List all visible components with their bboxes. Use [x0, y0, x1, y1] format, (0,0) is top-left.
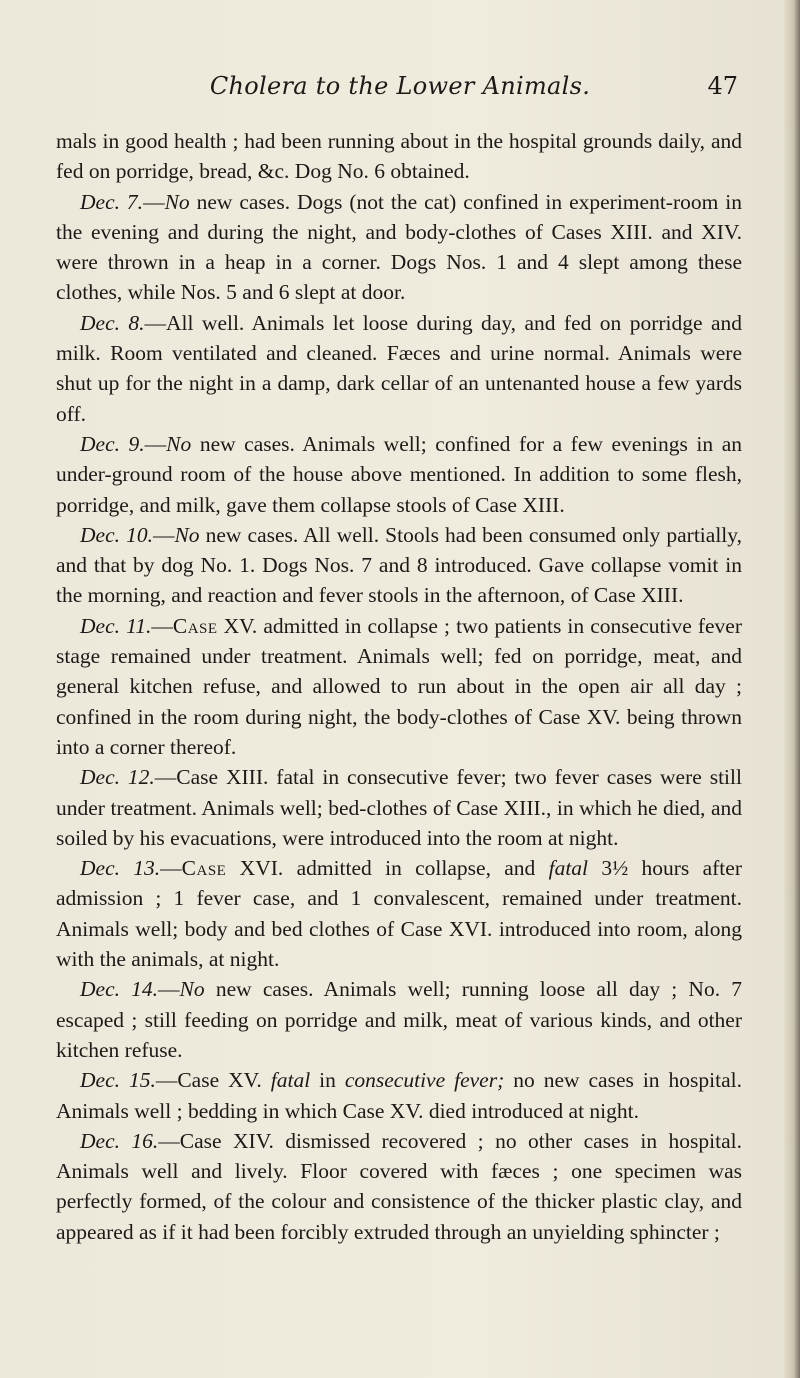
- entry-date: Dec. 7.: [80, 189, 144, 214]
- entry-text: no new cases in hospital. Animals well ; bedding in which Case XV. died introduced at night.: [56, 1068, 742, 1123]
- italic-text: No: [179, 977, 205, 1002]
- entry-text: new cases. Animals well; running loose all day ; No. 7 escaped ; still feeding on porridge and milk, meat of various kinds, and other kitchen refuse.: [56, 977, 742, 1062]
- italic-text: No: [174, 522, 200, 547]
- entry-text: XVI. admitted in collapse, and: [226, 856, 549, 881]
- entry-text: in: [310, 1068, 345, 1093]
- italic-text: No: [164, 189, 190, 214]
- diary-entry: [56, 1065, 742, 1126]
- entry-date: Dec. 12.: [80, 765, 155, 790]
- entry-text: —: [152, 522, 175, 547]
- diary-entry: [56, 1126, 742, 1247]
- entry-text: —Case XIV. dismissed recovered ; no other cases in hospital. Animals well and lively. Floor covered with fæces ; one specimen was perfectly formed, of the colour and consistence of the thicker plastic clay, and appeared as if it had been forcibly extruded through an unyielding sphincter ;: [56, 1128, 742, 1244]
- entry-date: Dec. 15.: [80, 1068, 156, 1093]
- entry-text: —All well. Animals let loose during day, and fed on porridge and milk. Room ventilated and cleaned. Fæces and urine normal. Animals were shut up for the night in a damp, dark cellar of an untenanted house a few yards off.: [56, 310, 742, 426]
- diary-entry: [56, 611, 742, 762]
- entry-text: —: [144, 431, 167, 456]
- entry-text: new cases. Dogs (not the cat) confined in experiment-room in the evening and during the night, and body-clothes of Cases XIII. and XIV. were thrown in a heap in a corner. Dogs Nos. 1 and 4 slept among these clothes, while Nos. 5 and 6 slept at door.: [56, 189, 743, 305]
- page-header: [0, 72, 800, 112]
- entry-text: new cases. Animals well; confined for a few evenings in an under-ground room of the house above mentioned. In addition to some flesh, porridge, and milk, gave them collapse stools of Case XIII.: [56, 431, 742, 517]
- entry-text: —: [160, 856, 182, 881]
- diary-entry: [56, 429, 742, 520]
- entry-text: —Case XIII. fatal in consecutive fever; two fever cases were still under treatment. Animals well; bed-clothes of Case XIII., in which he died, and soiled by his evacuations, were introduced into the room at night.: [56, 765, 742, 850]
- entry-text: —: [143, 189, 165, 214]
- italic-text: fatal: [548, 856, 589, 881]
- running-head: Cholera to the Lower Animals.: [209, 72, 591, 100]
- page-number: 47: [707, 72, 738, 100]
- entry-text: —: [158, 977, 180, 1002]
- italic-text: consecutive fever;: [344, 1068, 505, 1093]
- entry-text: —Case XV.: [155, 1068, 271, 1093]
- italic-text: No: [166, 431, 192, 456]
- continued-paragraph: [56, 126, 742, 187]
- entry-date: Dec. 11.: [80, 613, 152, 638]
- small-caps-text: Case: [172, 613, 218, 638]
- diary-entry: [56, 520, 742, 611]
- diary-entry: [56, 762, 742, 853]
- entry-date: Dec. 16.: [80, 1128, 159, 1153]
- entry-text: mals in good health ; had been running about in the hospital grounds daily, and fed on porridge, bread, &c. Dog No. 6 obtained.: [56, 129, 742, 184]
- entry-date: Dec. 9.: [80, 431, 145, 456]
- diary-entry: [56, 974, 742, 1065]
- entry-date: Dec. 14.: [80, 977, 159, 1002]
- entry-date: Dec. 8.: [80, 310, 145, 335]
- entry-date: Dec. 10.: [80, 522, 153, 547]
- italic-text: fatal: [270, 1068, 311, 1093]
- body-text: [56, 126, 742, 1247]
- page-edge-shadow: [784, 0, 800, 1378]
- entry-text: XV. admitted in collapse ; two patients in consecutive fever stage remained under treatment. Animals well; fed on porridge, meat, and general kitchen refuse, and allowed to run about in the open air all day ; confined in the room during night, the body-clothes of Case XV. being thrown into a corner thereof.: [56, 613, 742, 759]
- diary-entry: [56, 187, 742, 308]
- entry-text: 3½ hours after admission ; 1 fever case, and 1 convalescent, remained under treatment. Animals well; body and bed clothes of Case XVI. introduced into room, along with the animals, at night.: [56, 856, 742, 972]
- entry-text: new cases. All well. Stools had been consumed only partially, and that by dog No. 1. Dogs Nos. 7 and 8 introduced. Gave collapse vomit in the morning, and reaction and fever stools in the afternoon, of Case XIII.: [56, 522, 742, 608]
- diary-entry: [56, 308, 742, 429]
- small-caps-text: Case: [181, 856, 227, 881]
- entry-date: Dec. 13.: [80, 856, 161, 881]
- entry-text: —: [151, 613, 173, 638]
- diary-entry: [56, 853, 742, 974]
